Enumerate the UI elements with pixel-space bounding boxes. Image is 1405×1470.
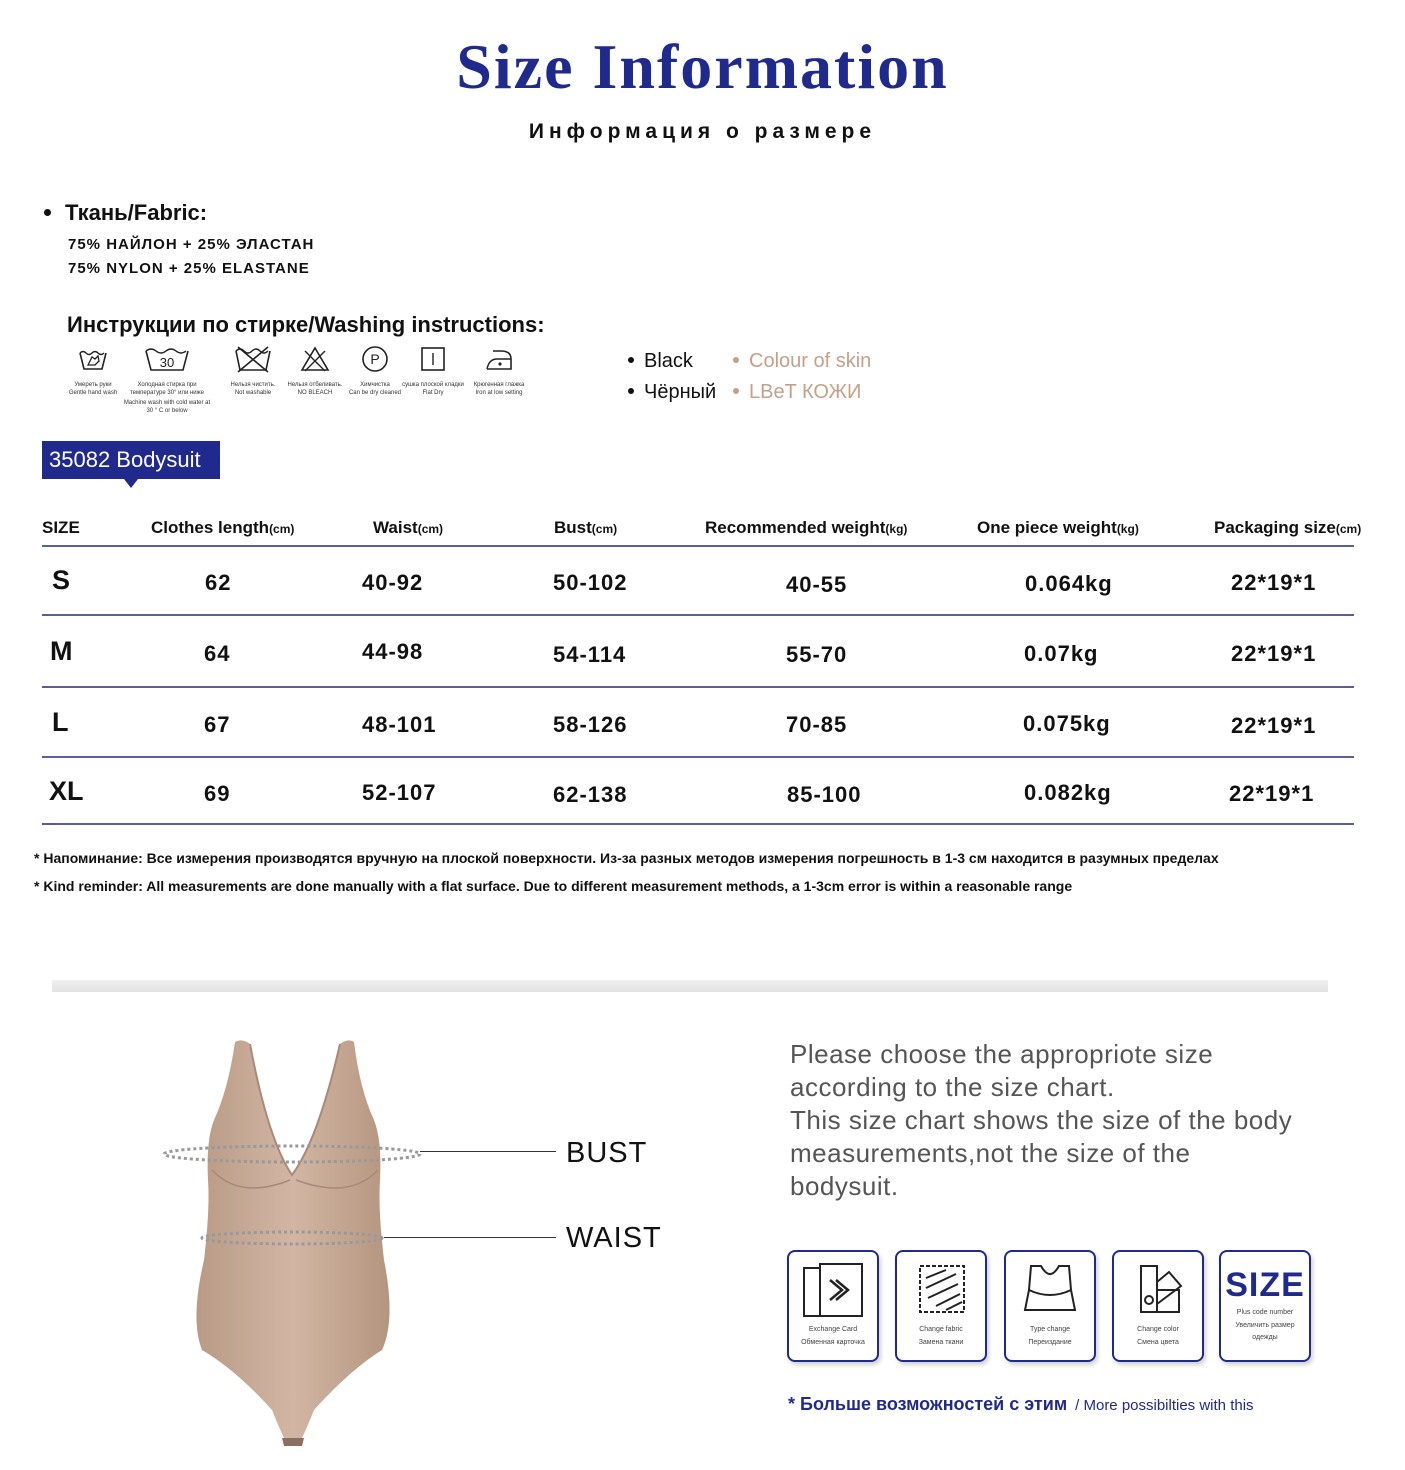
bullet-icon	[628, 357, 634, 363]
bullet-icon	[44, 209, 51, 216]
table-cell: 70-85	[786, 712, 848, 737]
washing-icons	[58, 345, 538, 425]
exchange-card-icon	[798, 1260, 868, 1322]
feature-size: SIZE Plus code number Увеличить размер одежды	[1219, 1250, 1311, 1362]
fabric-composition-ru: 75% НАЙЛОН + 25% ЭЛАСТАН	[68, 236, 315, 253]
wash-caption-ru: Умереть руки	[74, 382, 112, 388]
bullet-icon	[628, 388, 634, 394]
type-change-icon	[1015, 1260, 1085, 1322]
wash-item	[123, 345, 211, 415]
bust-label: BUST	[566, 1137, 648, 1169]
size-icon: SIZE	[1225, 1266, 1305, 1304]
dry-clean-icon	[360, 345, 390, 373]
reminder-en: * Kind reminder: All measurements are done manually with a flat surface. Due to different measurement methods, a 1-3cm error is within a reasonable range	[34, 878, 1073, 894]
machine-wash-30-icon	[144, 345, 190, 373]
svg-text:P: P	[370, 351, 380, 367]
svg-text:30: 30	[159, 355, 175, 370]
washing-heading: Инструкции по стирке/Washing instructions:	[67, 312, 545, 337]
wash-caption-en: Flat Dry	[422, 390, 444, 396]
color-skin-en: Colour of skin	[733, 350, 871, 373]
table-cell: 54-114	[553, 642, 627, 667]
wash-caption-en: NO BLEACH	[297, 390, 333, 396]
table-cell: 50-102	[553, 570, 628, 595]
wash-caption-en: Can be dry cleaned	[348, 390, 402, 396]
wash-caption-en: Iron at low setting	[475, 390, 523, 396]
do-not-wash-icon	[234, 345, 272, 373]
table-cell: 48-101	[362, 712, 437, 737]
feature-change-color: Change color Смена цвета	[1112, 1250, 1204, 1362]
table-cell: 0.075kg	[1023, 711, 1111, 736]
table-cell: 69	[204, 781, 231, 806]
wash-caption-ru: Крюгенная глажка	[473, 382, 525, 388]
waist-pointer-line	[384, 1237, 556, 1238]
wash-caption-en: Gentle hand wash	[68, 390, 118, 396]
color-skin-ru: LBeT КОЖИ	[733, 381, 861, 404]
wash-item	[398, 345, 468, 397]
product-tag: 35082 Bodysuit	[42, 441, 220, 479]
bullet-icon	[733, 357, 739, 363]
page-title: Size Information	[456, 31, 949, 102]
table-divider	[42, 823, 1354, 825]
wash-item	[218, 345, 288, 397]
table-cell: 67	[204, 712, 231, 737]
header-recommended-weight: Recommended weight(kg)	[705, 518, 908, 537]
wash-caption-ru: Химчистка	[360, 382, 390, 388]
table-cell: 40-55	[786, 572, 848, 597]
table-cell: 44-98	[362, 639, 424, 664]
table-cell-size: M	[50, 636, 73, 666]
table-cell: 0.082kg	[1024, 780, 1112, 805]
table-cell: 0.064kg	[1025, 571, 1113, 596]
table-cell: 0.07kg	[1024, 641, 1099, 666]
feature-change-fabric: Change fabric Замена ткани	[895, 1250, 987, 1362]
change-color-icon	[1123, 1260, 1193, 1322]
table-cell: 55-70	[786, 642, 848, 667]
wash-item	[58, 345, 128, 397]
color-black-en: Black	[628, 350, 693, 373]
bodysuit-illustration	[150, 1030, 440, 1450]
size-advice: Please choose the appropriote size according to the size chart. This size chart shows the size of the body measurements,not the size of the bodysuit.	[790, 1039, 1293, 1201]
table-divider	[42, 614, 1354, 616]
table-cell: 85-100	[787, 782, 862, 807]
table-cell: 22*19*1	[1229, 781, 1315, 806]
table-cell: 62	[205, 570, 232, 595]
wash-caption-ru: Нельзя чистить.	[230, 382, 276, 388]
table-divider	[42, 545, 1354, 547]
feature-exchange-card: Exchange Card Обменная карточка	[787, 1250, 879, 1362]
table-cell: 64	[204, 641, 231, 666]
tag-pointer	[124, 479, 138, 488]
bust-pointer-line	[420, 1151, 556, 1152]
table-cell: 22*19*1	[1231, 570, 1317, 595]
table-cell: 22*19*1	[1231, 713, 1317, 738]
header-waist: Waist(cm)	[373, 518, 444, 537]
hand-wash-icon	[78, 345, 108, 373]
header-size: SIZE	[42, 518, 80, 537]
header-clothes-length: Clothes length(cm)	[151, 518, 295, 537]
table-cell: 52-107	[362, 780, 437, 805]
table-cell: 58-126	[553, 712, 628, 737]
more-possibilities: * Больше возможностей с этим / More possibilties with this	[788, 1394, 1254, 1414]
table-cell: 62-138	[553, 782, 628, 807]
color-black-ru: Чёрный	[628, 381, 716, 404]
wash-item	[464, 345, 534, 397]
header-one-piece-weight: One piece weight(kg)	[977, 518, 1139, 537]
bullet-icon	[733, 388, 739, 394]
wash-caption-ru: сушка плоской кладки	[402, 382, 464, 388]
table-cell-size: XL	[49, 776, 84, 806]
table-cell-size: L	[52, 707, 69, 737]
table-divider	[42, 686, 1354, 688]
table-cell-size: S	[52, 565, 71, 595]
wash-caption-en: Machine wash with cold water at 30 ° C or below	[123, 400, 211, 414]
change-fabric-icon	[906, 1260, 976, 1322]
section-divider	[52, 980, 1328, 992]
table-cell: 40-92	[362, 570, 424, 595]
low-iron-icon	[483, 345, 515, 373]
page-subtitle: Информация о размере	[528, 120, 877, 143]
waist-label: WAIST	[566, 1222, 662, 1254]
fabric-composition-en: 75% NYLON + 25% ELASTANE	[68, 260, 310, 277]
header-packaging-size: Packaging size(cm)	[1214, 518, 1362, 537]
wash-caption-en: Not washable	[234, 390, 272, 396]
table-cell: 22*19*1	[1231, 641, 1317, 666]
reminder-ru: * Напоминание: Все измерения производятся вручную на плоской поверхности. Из-за разных методов измерения погрешность в 1-3 см находится в разумных пределах	[34, 850, 1219, 866]
header-bust: Bust(cm)	[554, 518, 618, 537]
no-bleach-icon	[300, 345, 330, 373]
fabric-heading: Ткань/Fabric:	[44, 200, 207, 226]
wash-caption-ru: Холодная стирка при температуре 30° или ниже	[130, 382, 204, 396]
wash-caption-ru: Нельзя отбеливать.	[287, 382, 343, 388]
feature-type-change: Type change Переиздание	[1004, 1250, 1096, 1362]
flat-dry-icon	[419, 345, 447, 373]
table-divider	[42, 756, 1354, 758]
